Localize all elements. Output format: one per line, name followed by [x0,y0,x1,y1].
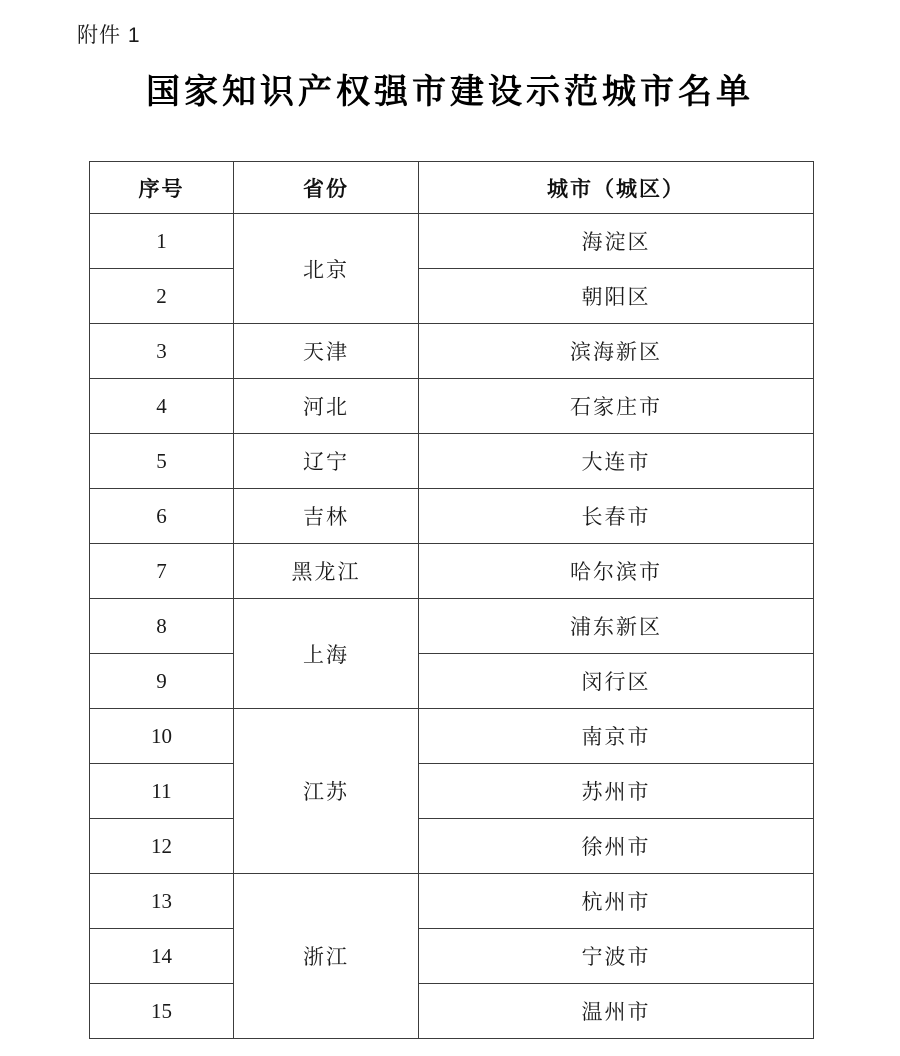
cell-serial-number: 12 [90,819,234,874]
attachment-label: 附件 1 [77,24,141,47]
table-row [90,984,814,1039]
cell-city: 杭州市 [419,874,814,929]
table-header-row [90,162,814,214]
cell-city: 南京市 [419,709,814,764]
table-row [90,269,814,324]
cell-province: 辽宁 [234,434,419,489]
cell-serial-number: 6 [90,489,234,544]
column-header-city: 城市（城区） [419,162,814,214]
cell-serial-number: 1 [90,214,234,269]
cell-province: 北京 [234,214,419,324]
table-row [90,544,814,599]
cell-serial-number: 14 [90,929,234,984]
table-row [90,929,814,984]
table-body [90,214,814,1039]
cell-serial-number: 15 [90,984,234,1039]
cell-serial-number: 11 [90,764,234,819]
page-title: 国家知识产权强市建设示范城市名单 [146,74,754,111]
cell-city: 苏州市 [419,764,814,819]
cell-serial-number: 10 [90,709,234,764]
cell-serial-number: 13 [90,874,234,929]
table-row [90,819,814,874]
city-table [89,161,814,1039]
cell-city: 长春市 [419,489,814,544]
cell-city: 宁波市 [419,929,814,984]
table-row [90,489,814,544]
cell-province: 天津 [234,324,419,379]
cell-city: 温州市 [419,984,814,1039]
cell-serial-number: 7 [90,544,234,599]
cell-city: 浦东新区 [419,599,814,654]
cell-serial-number: 4 [90,379,234,434]
table-row [90,214,814,269]
cell-city: 哈尔滨市 [419,544,814,599]
cell-city: 海淀区 [419,214,814,269]
table-row [90,654,814,709]
column-header-province: 省份 [234,162,419,214]
table-row [90,379,814,434]
cell-city: 滨海新区 [419,324,814,379]
table-row [90,599,814,654]
cell-city: 徐州市 [419,819,814,874]
cell-province: 河北 [234,379,419,434]
column-header-serial-number: 序号 [90,162,234,214]
table-row [90,434,814,489]
cell-province: 黑龙江 [234,544,419,599]
table-row [90,709,814,764]
table-row [90,764,814,819]
cell-province: 浙江 [234,874,419,1039]
table-row [90,874,814,929]
cell-province: 上海 [234,599,419,709]
cell-city: 闵行区 [419,654,814,709]
cell-province: 吉林 [234,489,419,544]
cell-serial-number: 8 [90,599,234,654]
cell-province: 江苏 [234,709,419,874]
table-row [90,324,814,379]
cell-serial-number: 2 [90,269,234,324]
cell-serial-number: 3 [90,324,234,379]
cell-city: 石家庄市 [419,379,814,434]
cell-city: 朝阳区 [419,269,814,324]
cell-city: 大连市 [419,434,814,489]
cell-serial-number: 9 [90,654,234,709]
cell-serial-number: 5 [90,434,234,489]
